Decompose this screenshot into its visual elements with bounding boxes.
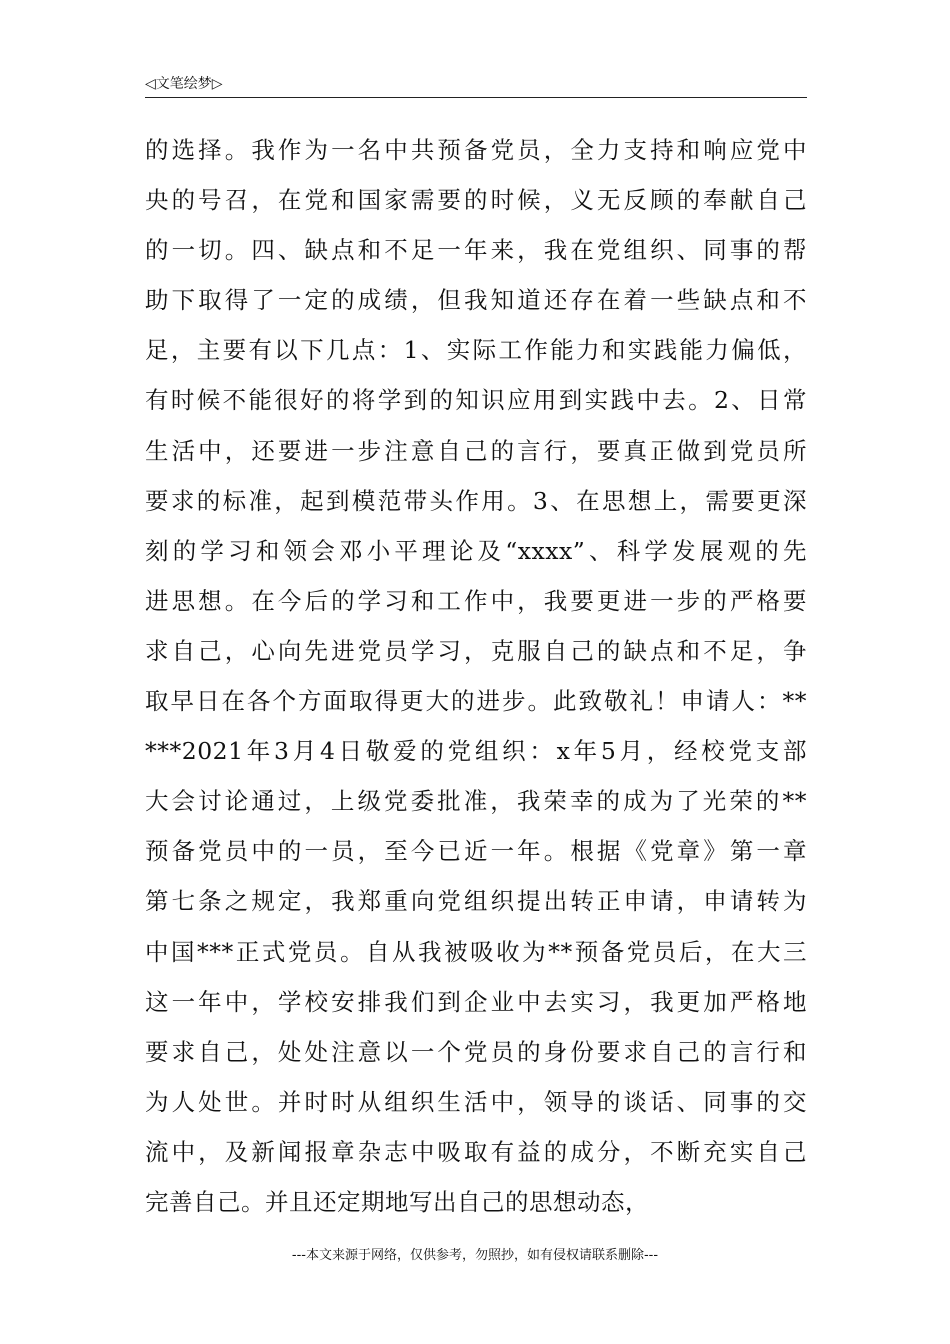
body-line: 的一切。四、缺点和不足一年来，我在党组织、同事的帮 xyxy=(145,236,807,265)
body-line: 进思想。在今后的学习和工作中，我要更进一步的严格要 xyxy=(145,586,807,615)
body-line: 取早日在各个方面取得更大的进步。此致敬礼！申请人：** xyxy=(145,687,807,716)
body-line: 完善自己。并且还定期地写出自己的思想动态， xyxy=(145,1187,649,1216)
body-line: 这一年中，学校安排我们到企业中去实习，我更加严格地 xyxy=(145,987,807,1016)
footer-disclaimer: ---本文来源于网络，仅供参考，勿照抄，如有侵权请联系删除--- xyxy=(291,1248,659,1263)
body-line: 预备党员中的一员，至今已近一年。根据《党章》第一章 xyxy=(145,837,807,866)
body-line: 助下取得了一定的成绩，但我知道还存在着一些缺点和不 xyxy=(145,286,807,315)
body-line: 有时候不能很好的将学到的知识应用到实践中去。2、日常 xyxy=(145,386,807,415)
document-body xyxy=(145,125,807,1227)
body-line: 刻的学习和领会邓小平理论及“xxxx”、科学发展观的先 xyxy=(145,536,807,565)
body-line: 生活中，还要进一步注意自己的言行，要真正做到党员所 xyxy=(145,436,807,465)
body-line: 求自己，心向先进党员学习，克服自己的缺点和不足，争 xyxy=(145,636,807,665)
body-line: 足，主要有以下几点：1、实际工作能力和实践能力偏低， xyxy=(145,336,807,365)
body-line: 流中，及新闻报章杂志中吸取有益的成分，不断充实自己 xyxy=(145,1137,807,1166)
body-line: 为人处世。并时时从组织生活中，领导的谈话、同事的交 xyxy=(145,1087,807,1116)
header-divider xyxy=(145,97,807,98)
body-line: 的选择。我作为一名中共预备党员，全力支持和响应党中 xyxy=(145,136,807,164)
header-brand: ◁文笔绘梦▷ xyxy=(145,76,223,92)
body-line: 央的号召，在党和国家需要的时候，义无反顾的奉献自己 xyxy=(145,186,807,215)
body-line: ***2021年3月4日敬爱的党组织：x年5月，经校党支部 xyxy=(145,737,807,766)
body-line: 中国***正式党员。自从我被吸收为**预备党员后，在大三 xyxy=(145,937,807,966)
body-line: 要求自己，处处注意以一个党员的身份要求自己的言行和 xyxy=(145,1037,807,1066)
body-line: 第七条之规定，我郑重向党组织提出转正申请，申请转为 xyxy=(145,887,807,916)
body-line: 大会讨论通过，上级党委批准，我荣幸的成为了光荣的** xyxy=(145,787,807,816)
body-line: 要求的标准，起到模范带头作用。3、在思想上，需要更深 xyxy=(145,486,807,515)
